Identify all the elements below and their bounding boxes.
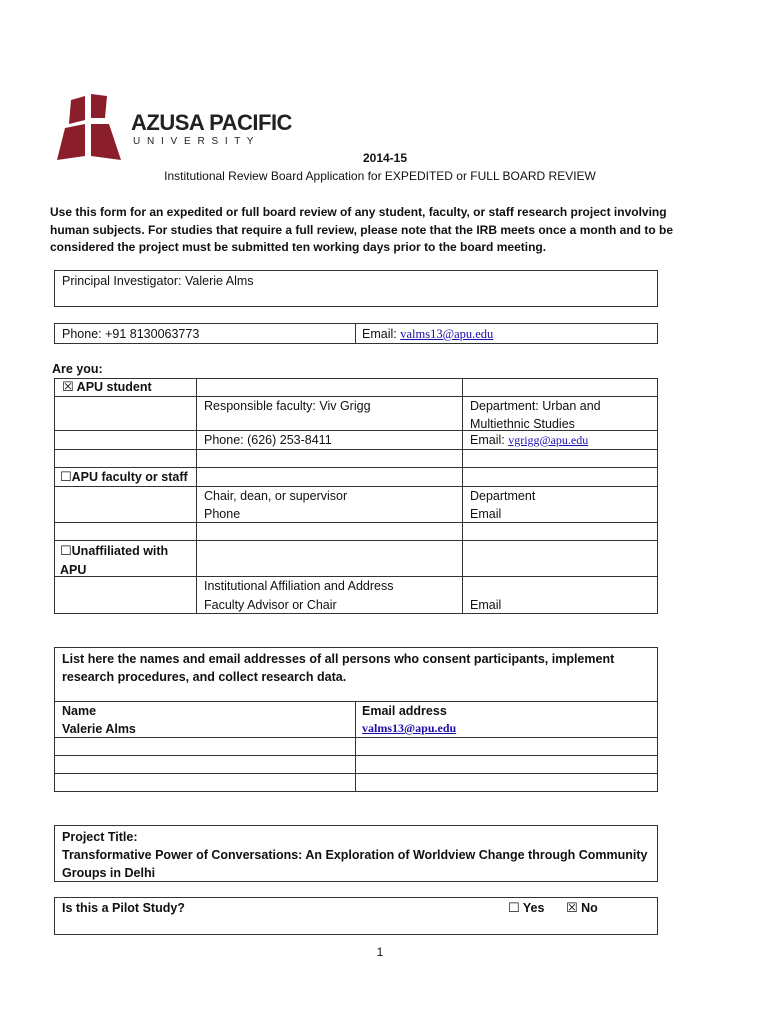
- col-email-header: Email address: [362, 704, 447, 718]
- institution-field[interactable]: Institutional Affiliation and Address: [204, 579, 394, 593]
- responsible-faculty-field[interactable]: Responsible faculty: Viv Grigg: [204, 399, 371, 413]
- unaffiliated-email-field[interactable]: Email: [470, 598, 502, 612]
- email-link[interactable]: valms13@apu.edu: [400, 327, 494, 341]
- project-title-label: Project Title:: [62, 830, 138, 844]
- department-field[interactable]: Department: Urban and Multiethnic Studies: [470, 399, 601, 431]
- persons-intro: List here the names and email addresses of all persons who consent participants, implement research procedures, and collect research data.: [62, 652, 615, 684]
- logo-subtitle: U N I V E R S I T Y: [133, 136, 256, 147]
- pilot-no-option[interactable]: ☒ No: [566, 901, 598, 916]
- apu-student-option[interactable]: ☒ APU student: [62, 380, 152, 395]
- are-you-label: Are you:: [52, 362, 103, 376]
- staff-phone-field[interactable]: Phone: [204, 507, 241, 521]
- unaffiliated-option[interactable]: ☐Unaffiliated with APU: [60, 544, 169, 577]
- advisor-field[interactable]: Faculty Advisor or Chair: [204, 598, 337, 612]
- person-email-link[interactable]: valms13@apu.edu: [362, 721, 457, 735]
- checkbox-checked-icon[interactable]: ☒: [62, 380, 74, 395]
- faculty-email-field[interactable]: Email: vgrigg@apu.edu: [470, 433, 589, 447]
- pilot-question: Is this a Pilot Study?: [62, 901, 185, 915]
- checkbox-checked-icon[interactable]: ☒: [566, 901, 578, 916]
- form-year: 2014-15: [362, 151, 408, 165]
- faculty-phone-field[interactable]: Phone: (626) 253-8411: [204, 433, 332, 447]
- staff-email-field[interactable]: Email: [470, 507, 502, 521]
- faculty-email-link[interactable]: vgrigg@apu.edu: [508, 433, 589, 447]
- project-title-field[interactable]: Transformative Power of Conversations: An Exploration of Worldview Change through Community Groups in Delhi: [62, 848, 648, 880]
- page-number: 1: [376, 945, 384, 959]
- col-name-header: Name: [62, 704, 97, 718]
- checkbox-empty-icon[interactable]: ☐: [508, 901, 520, 916]
- pi-field[interactable]: Principal Investigator: Valerie Alms: [62, 274, 254, 288]
- staff-department-field[interactable]: Department: [470, 489, 536, 503]
- checkbox-empty-icon[interactable]: ☐: [60, 470, 72, 485]
- intro-text: Use this form for an expedited or full board review of any student, faculty, or staff research project involving human subjects. For studies that require a full review, please note that the IRB meets once a month and to be considered the project must be submitted ten working days prior to the board meeting.: [50, 205, 674, 254]
- pilot-yes-option[interactable]: ☐ Yes: [508, 901, 545, 916]
- phone-field[interactable]: Phone: +91 8130063773: [62, 327, 200, 341]
- person-name-field[interactable]: Valerie Alms: [62, 722, 136, 736]
- logo-name: AZUSA PACIFIC: [131, 110, 292, 135]
- checkbox-empty-icon[interactable]: ☐: [60, 544, 72, 559]
- chair-field[interactable]: Chair, dean, or supervisor: [204, 489, 348, 503]
- email-field[interactable]: Email: valms13@apu.edu: [362, 327, 494, 341]
- form-title: Institutional Review Board Application for EXPEDITED or FULL BOARD REVIEW: [164, 169, 596, 183]
- apu-staff-option[interactable]: ☐APU faculty or staff: [60, 470, 188, 485]
